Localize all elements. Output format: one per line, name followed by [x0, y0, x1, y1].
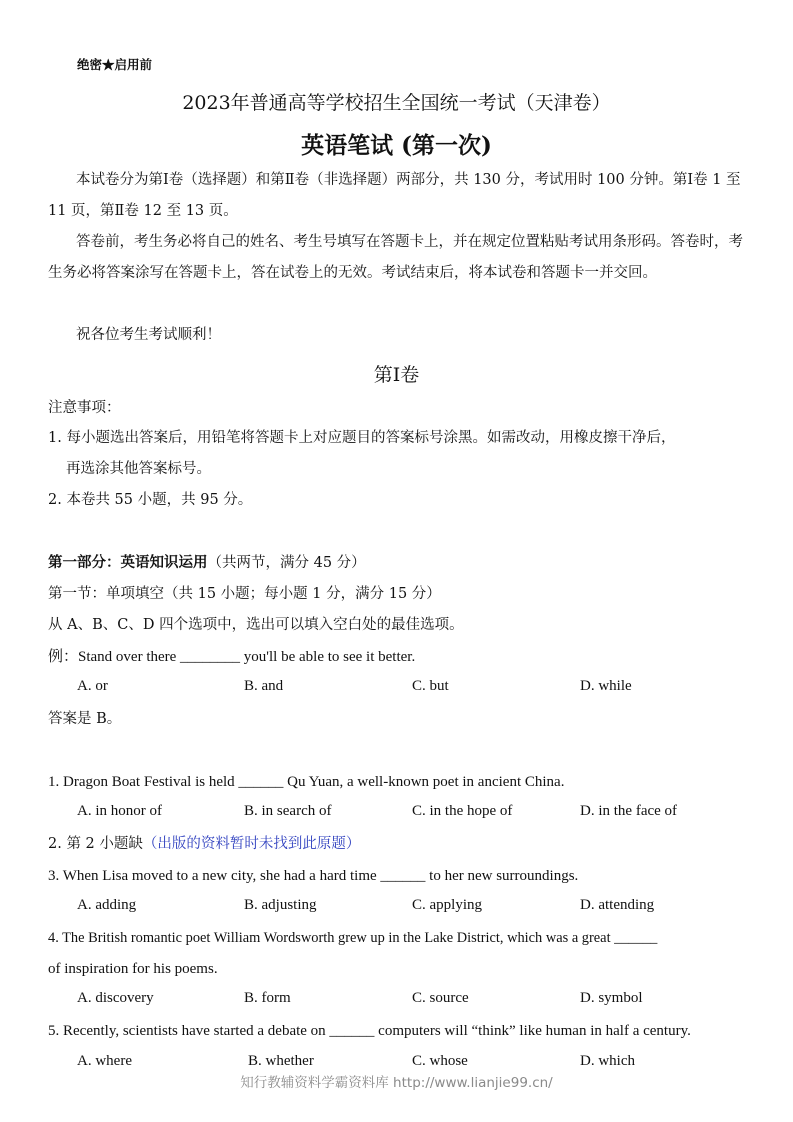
question-3-option-d: D. attending [580, 897, 655, 913]
question-5-option-a: A. where [77, 1053, 132, 1069]
question-4-option-c: C. source [412, 990, 469, 1006]
example-option-a: A. or [77, 678, 108, 694]
question-1-option-a: A. in honor of [77, 803, 162, 819]
question-1-option-b: B. in search of [244, 803, 332, 819]
question-4-option-b: B. form [244, 990, 291, 1006]
exam-subtitle: 英语笔试 (第一次) [301, 132, 492, 159]
question-1-option-c: C. in the hope of [412, 803, 513, 819]
good-luck-text: 祝各位考生考试顺利！ [76, 327, 221, 343]
part1-heading-bold: 第一部分：英语知识运用 [48, 554, 208, 571]
section1-instruction: 从 A、B、C、D 四个选项中，选出可以填入空白处的最佳选项。 [48, 617, 464, 633]
question-4-stem-line-2: of inspiration for his poems. [48, 961, 218, 977]
section1-heading: 第一节：单项填空（共 15 小题；每小题 1 分，满分 15 分） [48, 586, 441, 602]
question-3-option-a: A. adding [77, 897, 137, 913]
question-5-option-b: B. whether [248, 1053, 314, 1069]
question-2 [48, 834, 360, 854]
question-3-option-c: C. applying [412, 897, 482, 913]
question-5-stem: 5. Recently, scientists have started a debate on ______ computers will “think” like human in half a century. [48, 1023, 691, 1039]
confidential-label: 绝密★启用前 [77, 57, 153, 72]
question-4-option-a: A. discovery [77, 990, 154, 1006]
exam-title: 2023年普通高等学校招生全国统一考试（天津卷） [182, 92, 611, 114]
notes-item-1: 1. 每小题选出答案后，用铅笔将答题卡上对应题目的答案标号涂黑。如需改动，用橡皮擦干净后， [48, 430, 676, 446]
question-2-note: （出版的资料暂时未找到此原题） [142, 836, 361, 852]
example-option-b: B. and [244, 678, 284, 694]
intro-paragraph-2: 答卷前，考生务必将自己的姓名、考生号填写在答题卡上，并在规定位置粘贴考试用条形码。答卷时，考生务必将答案涂写在答题卡上，答在试卷上的无效。考试结束后，将本试卷和答题卡一并交回。 [48, 234, 743, 281]
part1-heading-rest: （共两节，满分 45 分） [207, 555, 366, 571]
notes-item-2: 2. 本卷共 55 小题，共 95 分。 [48, 492, 253, 508]
question-3-option-b: B. adjusting [244, 897, 317, 913]
part1-heading [48, 553, 366, 573]
question-3-stem: 3. When Lisa moved to a new city, she had a hard time ______ to her new surroundings. [48, 868, 579, 884]
question-1-option-d: D. in the face of [580, 803, 678, 819]
question-5-option-d: D. which [580, 1053, 635, 1069]
example-option-c: C. but [412, 678, 449, 694]
notes-heading: 注意事项： [48, 400, 121, 416]
footer-watermark: 知行教辅资料学霸资料库 http://www.lianjie99.cn/ [240, 1075, 553, 1091]
volume-title: 第Ⅰ卷 [373, 364, 420, 386]
notes-item-1-cont: 再选涂其他答案标号。 [66, 461, 211, 477]
question-2-stem: 2. 第 2 小题缺 [48, 836, 143, 852]
example-stem: 例：Stand over there ________ you'll be able to see it better. [48, 649, 416, 665]
question-5-option-c: C. whose [412, 1053, 468, 1069]
example-option-d: D. while [580, 678, 632, 694]
question-4-option-d: D. symbol [580, 990, 643, 1006]
intro-paragraph-1: 本试卷分为第Ⅰ卷（选择题）和第Ⅱ卷（非选择题）两部分，共 130 分，考试用时 100 分钟。第Ⅰ卷 1 至 11 页，第Ⅱ卷 12 至 13 页。 [48, 172, 741, 219]
question-4-stem-line-1: 4. The British romantic poet William Wordsworth grew up in the Lake District, which was a great ______ [48, 930, 658, 946]
question-1-stem: 1. Dragon Boat Festival is held ______ Qu Yuan, a well-known poet in ancient China. [48, 774, 565, 790]
example-answer: 答案是 B。 [48, 711, 122, 727]
